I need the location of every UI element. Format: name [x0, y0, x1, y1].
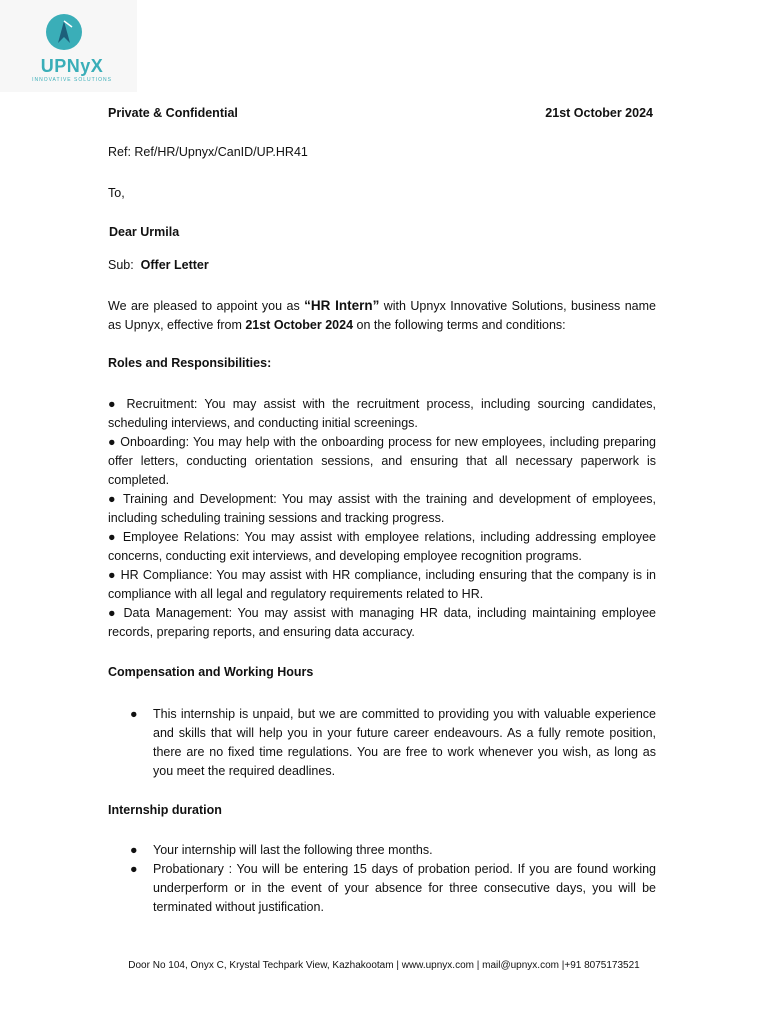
list-item: [130, 860, 656, 917]
subject-line: [108, 258, 209, 272]
footer-address: Door No 104, Onyx C, Krystal Techpark View, Kazhakootam | www.upnyx.com | mail@upnyx.com |+91 8075173521: [128, 960, 640, 971]
confidential-label: Private & Confidential: [108, 106, 238, 120]
intro-text-3: on the following terms and conditions:: [353, 318, 566, 332]
bullet-icon: ●: [130, 707, 138, 721]
intro-text-2: with Upnyx Innovative Solutions, business name as Upnyx, effective from: [108, 299, 656, 332]
role-item: ● Employee Relations: You may assist with employee relations, including addressing employee concerns, conducting exit interviews, and developing employee recognition programs.: [108, 530, 656, 563]
role-item: ● HR Compliance: You may assist with HR compliance, including ensuring that the company is in compliance with all legal and regulatory requirements related to HR.: [108, 568, 656, 601]
list-item: [130, 841, 656, 860]
duration-text: Probationary : You will be entering 15 days of probation period. If you are found working underperform or in the event of your absence for three consecutive days, you will be terminated without justification.: [153, 862, 656, 914]
role-item: ● Data Management: You may assist with managing HR data, including maintaining employee records, preparing reports, and ensuring data accuracy.: [108, 606, 656, 639]
logo-wordmark: UPNyX: [40, 56, 104, 76]
letter-date: 21st October 2024: [545, 106, 653, 120]
reference-line: Ref: Ref/HR/Upnyx/CanID/UP.HR41: [108, 145, 308, 159]
intro-paragraph: [108, 296, 656, 335]
list-item: [130, 705, 656, 781]
upnyx-logo-icon: [45, 13, 83, 51]
duration-list: [130, 841, 656, 917]
roles-heading: Roles and Responsibilities:: [108, 356, 272, 370]
intro-role: “HR Intern”: [304, 298, 380, 313]
role-item: ● Recruitment: You may assist with the recruitment process, including sourcing candidates, scheduling interviews, and conducting initial screenings.: [108, 397, 656, 430]
subject-label: Sub:: [108, 258, 134, 272]
compensation-heading: Compensation and Working Hours: [108, 665, 314, 679]
compensation-list: [130, 705, 656, 781]
duration-heading: Internship duration: [108, 803, 222, 817]
bullet-icon: ●: [130, 862, 138, 876]
intro-text-1: We are pleased to appoint you as: [108, 299, 305, 313]
logo-tagline: INNOVATIVE SOLUTIONS: [32, 77, 112, 83]
compensation-text: This internship is unpaid, but we are committed to providing you with valuable experience and skills that will help you in your future career endeavours. As a fully remote position, there are no fixed time regulations. You are free to work whenever you wish, as long as you meet the required deadlines.: [153, 707, 656, 778]
subject-value: Offer Letter: [140, 258, 209, 272]
salutation: Dear Urmila: [109, 225, 180, 239]
duration-text: Your internship will last the following three months.: [153, 843, 433, 857]
intro-start-date: 21st October 2024: [245, 318, 354, 332]
role-item: ● Training and Development: You may assist with the training and development of employees, including scheduling training sessions and tracking progress.: [108, 492, 656, 525]
roles-list: [108, 395, 656, 642]
role-item: ● Onboarding: You may help with the onboarding process for new employees, including preparing offer letters, conducting orientation sessions, and ensuring that all necessary paperwork is completed.: [108, 435, 656, 487]
to-line: To,: [108, 186, 125, 200]
bullet-icon: ●: [130, 843, 138, 857]
